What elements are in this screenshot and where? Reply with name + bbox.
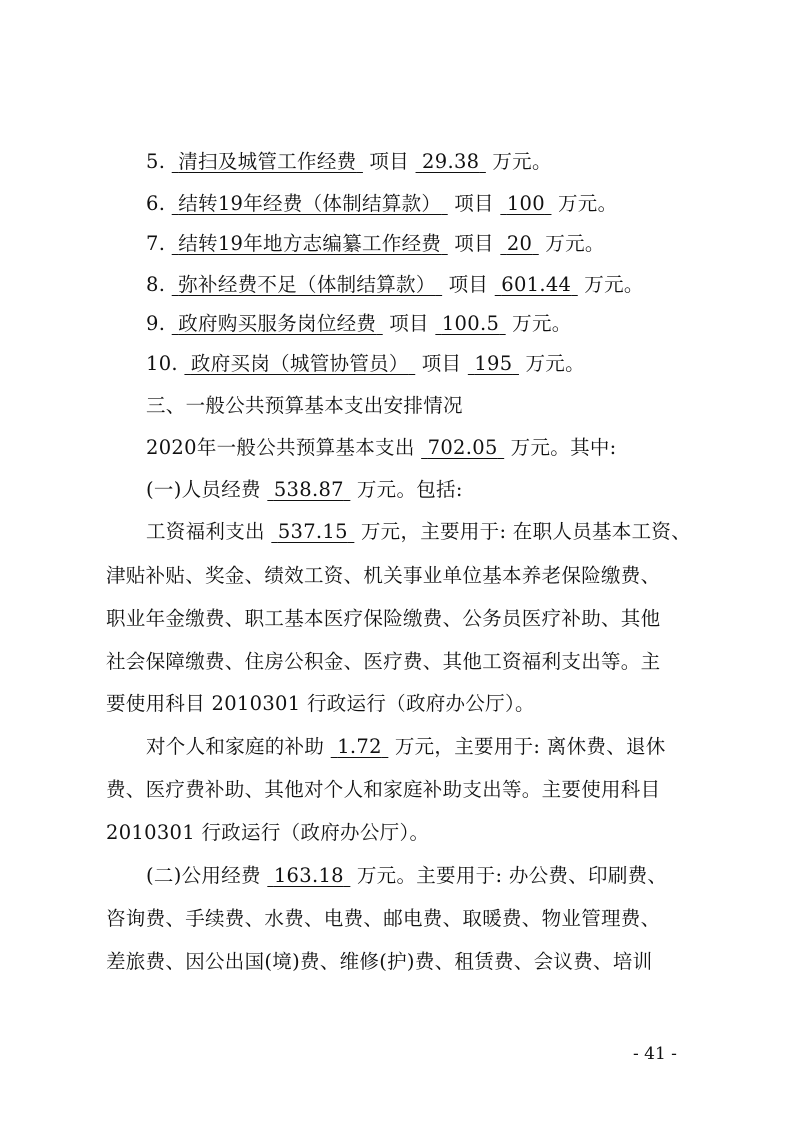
section-heading xyxy=(146,392,746,420)
subsidy-line: 2010301 行政运行（政府办公厅）。 xyxy=(106,821,430,844)
subsidy-first-line xyxy=(146,733,746,761)
item-label: 项目 xyxy=(369,150,410,173)
public-suffix: 万元。主要用于: 办公费、印刷费、 xyxy=(356,864,668,887)
item-name: 政府买岗（城管协管员） xyxy=(190,352,409,375)
total-suffix: 万元。其中: xyxy=(510,436,617,459)
item-number: 8. xyxy=(146,273,166,296)
wages-suffix: 万元，主要用于: 在职人员基本工资、 xyxy=(360,520,692,543)
subsidy-suffix: 万元，主要用于: 离休费、退休 xyxy=(394,735,666,758)
wages-value: 537.15 xyxy=(277,520,348,543)
item-value: 601.44 xyxy=(501,273,572,296)
personnel-prefix: (一)人员经费 xyxy=(146,478,261,501)
wages-first-line xyxy=(146,518,746,546)
total-prefix: 2020年一般公共预算基本支出 xyxy=(146,436,415,459)
public-first-line xyxy=(146,862,746,890)
item-name: 结转19年地方志编纂工作经费 xyxy=(178,232,442,255)
item-label: 项目 xyxy=(421,352,462,375)
page-number: - 41 - xyxy=(633,1044,677,1064)
personnel-paragraph xyxy=(146,476,746,504)
item-unit: 万元。 xyxy=(512,312,572,335)
item-number: 10. xyxy=(146,352,178,375)
wages-prefix: 工资福利支出 xyxy=(146,520,265,543)
item-value: 195 xyxy=(474,352,513,375)
public-prefix: (二)公用经费 xyxy=(146,864,261,887)
wages-line: 社会保障缴费、住房公积金、医疗费、其他工资福利支出等。主 xyxy=(106,650,661,673)
wages-line: 要使用科目 2010301 行政运行（政府办公厅）。 xyxy=(106,692,535,715)
item-label: 项目 xyxy=(448,273,489,296)
total-value: 702.05 xyxy=(427,436,498,459)
item-unit: 万元。 xyxy=(584,273,644,296)
item-number: 9. xyxy=(146,312,166,335)
item-value: 20 xyxy=(506,232,533,255)
list-item-9 xyxy=(146,310,746,338)
public-line: 咨询费、手续费、水费、电费、邮电费、取暖费、物业管理费、 xyxy=(106,907,661,930)
subsidy-line: 费、医疗费补助、其他对个人和家庭补助支出等。主要使用科目 xyxy=(106,778,661,801)
item-number: 5. xyxy=(146,150,166,173)
item-name: 结转19年经费（体制结算款） xyxy=(178,192,442,215)
list-item-10 xyxy=(146,350,746,378)
personnel-value: 538.87 xyxy=(273,478,344,501)
item-value: 29.38 xyxy=(422,150,480,173)
item-number: 7. xyxy=(146,232,166,255)
item-unit: 万元。 xyxy=(557,192,618,215)
public-line: 差旅费、因公出国(境)费、维修(护)费、租赁费、会议费、培训 xyxy=(106,950,653,973)
section-heading-text: 三、一般公共预算基本支出安排情况 xyxy=(146,394,463,417)
list-item-8 xyxy=(146,271,746,299)
list-item-7 xyxy=(146,230,746,258)
list-item-5 xyxy=(146,148,746,176)
item-unit: 万元。 xyxy=(492,150,552,173)
public-value: 163.18 xyxy=(273,864,344,887)
item-number: 6. xyxy=(146,192,166,215)
item-unit: 万元。 xyxy=(545,232,605,255)
item-value: 100 xyxy=(506,192,545,215)
item-label: 项目 xyxy=(389,312,429,335)
total-paragraph xyxy=(146,434,746,462)
item-value: 100.5 xyxy=(441,312,500,335)
item-unit: 万元。 xyxy=(525,352,585,375)
item-name: 弥补经费不足（体制结算款） xyxy=(178,273,436,296)
item-label: 项目 xyxy=(454,192,494,215)
wages-line: 职业年金缴费、职工基本医疗保险缴费、公务员医疗补助、其他 xyxy=(106,607,661,630)
subsidy-prefix: 对个人和家庭的补助 xyxy=(146,735,325,758)
personnel-suffix: 万元。包括: xyxy=(356,478,463,501)
item-name: 政府购买服务岗位经费 xyxy=(178,312,377,335)
item-label: 项目 xyxy=(454,232,494,255)
subsidy-value: 1.72 xyxy=(337,735,382,758)
wages-line: 津贴补贴、奖金、绩效工资、机关事业单位基本养老保险缴费、 xyxy=(106,564,661,587)
list-item-6 xyxy=(146,190,746,218)
item-name: 清扫及城管工作经费 xyxy=(178,150,357,173)
